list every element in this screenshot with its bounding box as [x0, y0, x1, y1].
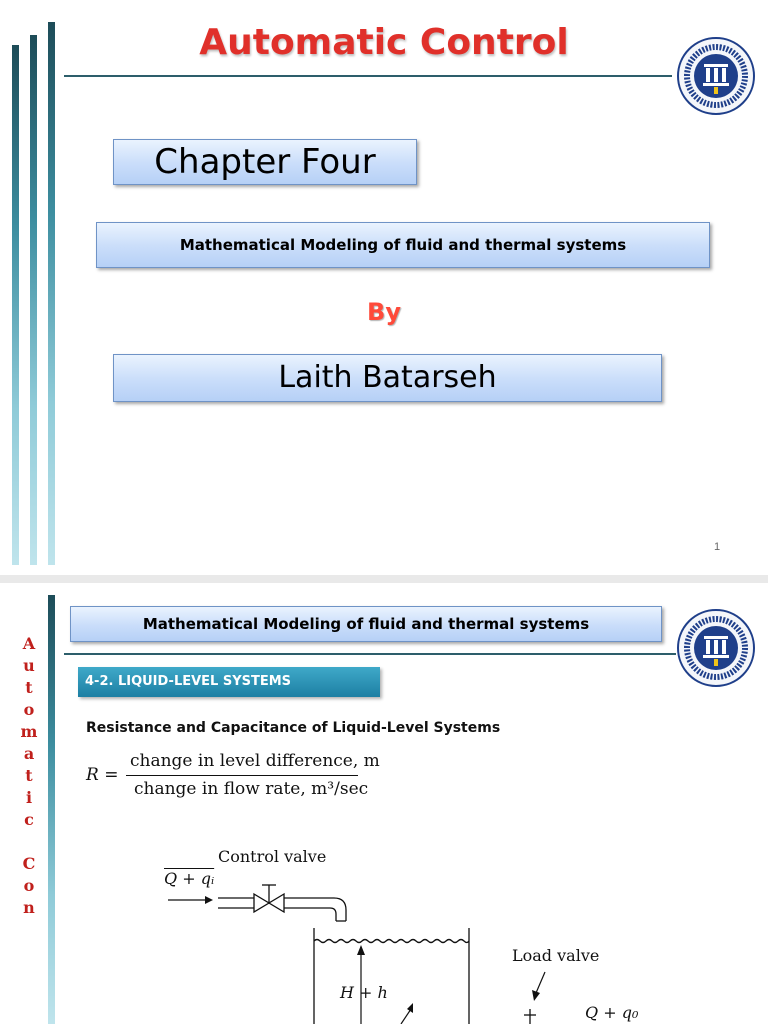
side-letter: o — [23, 876, 35, 895]
side-letter: i — [25, 788, 33, 807]
formula-lhs: R = — [86, 765, 119, 785]
section-heading: Resistance and Capacitance of Liquid-Level Systems — [86, 720, 501, 736]
control-valve-label: Control valve — [218, 847, 327, 866]
title-rule — [64, 75, 672, 77]
head-label: H + h — [340, 983, 388, 1002]
slide-2 — [0, 583, 768, 1024]
inflow-label: Q + qᵢ — [164, 869, 215, 888]
control-valve-icon — [254, 885, 284, 912]
outflow-label: Q + q₀ — [585, 1003, 639, 1022]
side-letter: n — [23, 898, 35, 917]
decor-bar — [48, 22, 55, 565]
slide-title: Automatic Control — [199, 22, 569, 63]
load-valve-label: Load valve — [512, 946, 600, 965]
load-valve-pointer — [524, 972, 545, 1024]
side-letter: a — [23, 744, 35, 763]
formula-denominator: change in flow rate, m³/sec — [134, 779, 369, 799]
side-letter: u — [23, 656, 35, 675]
side-letter: t — [25, 678, 33, 697]
side-letter: o — [23, 700, 35, 719]
slide-gap — [0, 575, 768, 583]
side-letter: c — [24, 810, 34, 829]
inflow-arrow — [168, 896, 213, 904]
subtitle-box: Mathematical Modeling of fluid and thermal systems — [96, 222, 710, 268]
side-letter: m — [20, 722, 38, 741]
tank — [314, 928, 469, 1024]
chapter-box: Chapter Four — [113, 139, 417, 185]
liquid-level-diagram — [0, 583, 768, 1024]
side-letter: t — [25, 766, 33, 785]
page-number: 1 — [714, 541, 721, 553]
university-logo — [676, 36, 756, 116]
header-box: Mathematical Modeling of fluid and thermal systems — [70, 606, 662, 642]
side-letter: C — [22, 854, 36, 873]
side-letter: A — [22, 634, 36, 653]
section-tag: 4-2. LIQUID-LEVEL SYSTEMS — [78, 667, 380, 697]
formula-numerator: change in level difference, m — [130, 751, 380, 771]
by-label: By — [367, 298, 401, 326]
author-box: Laith Batarseh — [113, 354, 662, 402]
